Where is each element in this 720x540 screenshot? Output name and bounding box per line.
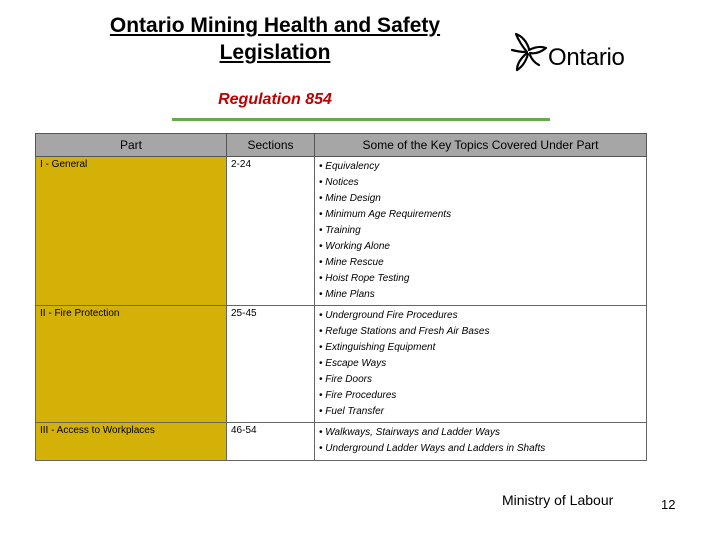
list-item: • Training xyxy=(319,225,361,236)
list-item: • Working Alone xyxy=(319,241,390,252)
list-item: • Mine Design xyxy=(319,193,381,204)
header-sections: Sections xyxy=(227,134,315,157)
list-item: • Fire Doors xyxy=(319,374,372,385)
topics-cell xyxy=(315,157,647,306)
table-row xyxy=(36,423,647,461)
list-item: • Hoist Rope Testing xyxy=(319,273,410,284)
sections-cell: 25-45 xyxy=(227,306,315,423)
list-item: • Notices xyxy=(319,177,359,188)
logo-wordmark: Ontario xyxy=(548,44,625,71)
regulation-table xyxy=(35,133,647,461)
trillium-icon xyxy=(508,30,548,76)
divider xyxy=(172,118,550,121)
part-cell: III - Access to Workplaces xyxy=(36,423,227,461)
title-line-1: Ontario Mining Health and Safety xyxy=(109,14,441,37)
list-item: • Mine Rescue xyxy=(319,257,384,268)
list-item: • Mine Plans xyxy=(319,289,375,300)
regulation-subtitle: Regulation 854 xyxy=(218,91,332,108)
sections-cell: 2-24 xyxy=(227,157,315,306)
list-item: • Equivalency xyxy=(319,161,380,172)
topics-cell xyxy=(315,423,647,461)
ontario-logo xyxy=(508,30,638,80)
list-item: • Fuel Transfer xyxy=(319,406,384,417)
ministry-footer: Ministry of Labour xyxy=(502,492,614,508)
list-item: • Underground Ladder Ways and Ladders in Shafts xyxy=(319,443,546,454)
title-line-2: Legislation xyxy=(219,41,331,64)
list-item: • Fire Procedures xyxy=(319,390,397,401)
topic-list xyxy=(319,308,642,420)
table-row xyxy=(36,157,647,306)
list-item: • Escape Ways xyxy=(319,358,387,369)
table-header-row xyxy=(36,134,647,157)
sections-cell: 46-54 xyxy=(227,423,315,461)
header-topics: Some of the Key Topics Covered Under Part xyxy=(315,134,647,157)
topic-list xyxy=(319,159,642,303)
part-cell: I - General xyxy=(36,157,227,306)
topics-cell xyxy=(315,306,647,423)
topic-list xyxy=(319,425,642,457)
list-item: • Refuge Stations and Fresh Air Bases xyxy=(319,326,490,337)
list-item: • Extinguishing Equipment xyxy=(319,342,436,353)
header-part: Part xyxy=(36,134,227,157)
list-item: • Minimum Age Requirements xyxy=(319,209,452,220)
list-item: • Underground Fire Procedures xyxy=(319,310,458,321)
part-cell: II - Fire Protection xyxy=(36,306,227,423)
table-row xyxy=(36,306,647,423)
list-item: • Walkways, Stairways and Ladder Ways xyxy=(319,427,500,438)
slide-title xyxy=(60,12,490,66)
page-number: 12 xyxy=(661,497,676,512)
